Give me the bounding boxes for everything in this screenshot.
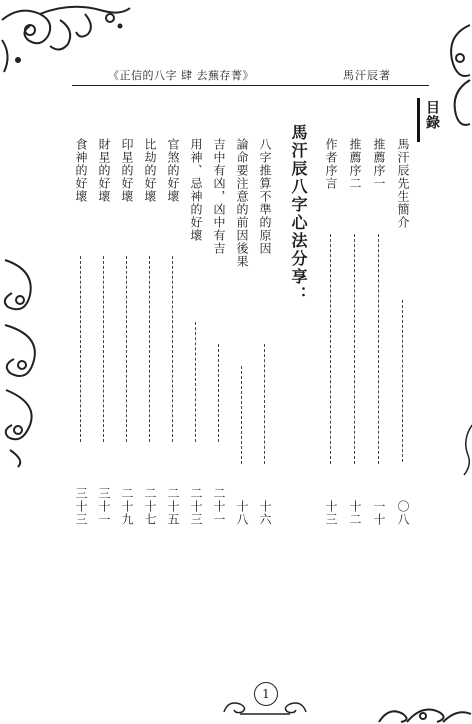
toc-entry-title: 作者序言 <box>324 138 338 190</box>
toc-entry[interactable] <box>70 138 92 526</box>
toc-entry-page: 二十九 <box>120 487 134 526</box>
toc-entry[interactable] <box>254 138 276 526</box>
dotted-leader <box>402 300 403 462</box>
toc-entry-page: 一十 <box>372 500 386 526</box>
toc-entry[interactable] <box>344 138 366 526</box>
dotted-leader <box>103 256 104 442</box>
toc-entry-title: 比劫的好壞 <box>143 138 157 203</box>
scroll-ornament-right-middle <box>460 420 472 480</box>
page-number-badge <box>222 680 308 716</box>
toc-entry[interactable] <box>162 138 184 526</box>
toc-entry[interactable] <box>208 138 230 526</box>
dotted-leader <box>354 234 355 464</box>
toc-entry-page: 十八 <box>235 500 249 526</box>
toc-entry[interactable] <box>392 138 414 526</box>
toc-entry-page: 三十一 <box>97 487 111 526</box>
toc-entry-title: 官煞的好壞 <box>166 138 180 203</box>
toc-entry[interactable] <box>368 138 390 526</box>
toc-entry-page: 三十三 <box>74 487 88 526</box>
toc-entry[interactable] <box>231 138 253 526</box>
toc-entry-title: 吉中有凶，凶中有吉 <box>212 138 226 255</box>
toc-entry-title: 推薦序二 <box>348 138 362 190</box>
scroll-ornament-bottom-right <box>377 702 472 724</box>
toc-entry-page: 十三 <box>324 500 338 526</box>
toc-entry-page: 二十七 <box>143 487 157 526</box>
toc-entry[interactable] <box>93 138 115 526</box>
toc-entry-page: 十六 <box>258 500 272 526</box>
scroll-ornament-left <box>0 255 48 470</box>
header-rule <box>72 85 429 86</box>
toc-entry[interactable] <box>185 138 207 526</box>
dotted-leader <box>195 322 196 442</box>
toc-tab-label: 目錄 <box>417 98 443 142</box>
toc-entry-page: 二十三 <box>189 487 203 526</box>
dotted-leader <box>172 256 173 442</box>
toc-entry-title: 推薦序一 <box>372 138 386 190</box>
toc-entry-page: 〇八 <box>396 500 410 526</box>
toc-entry[interactable] <box>320 138 342 526</box>
dotted-leader <box>264 344 265 464</box>
book-title-header: 《正信的八字 肆 去蕪存菁》 <box>108 69 254 82</box>
toc-entry-title: 財星的好壞 <box>97 138 111 203</box>
section-title: 馬汗辰八字心法分享： <box>289 124 308 304</box>
toc-entry[interactable] <box>139 138 161 526</box>
toc-entry-title: 食神的好壞 <box>74 138 88 203</box>
toc-entry[interactable] <box>116 138 138 526</box>
dotted-leader <box>330 234 331 464</box>
scroll-ornament-right <box>442 20 472 130</box>
dotted-leader <box>149 256 150 442</box>
author-header: 馬汗辰著 <box>343 69 391 82</box>
dotted-leader <box>378 234 379 464</box>
dotted-leader <box>241 366 242 464</box>
dotted-leader <box>80 256 81 442</box>
toc-entry-title: 用神、忌神的好壞 <box>189 138 203 242</box>
toc-entry-title: 論命要注意的前因後果 <box>235 138 249 268</box>
page-number: 1 <box>254 682 278 706</box>
toc-entry-title: 印星的好壞 <box>120 138 134 203</box>
toc-entry-page: 二十五 <box>166 487 180 526</box>
toc-entry-title: 馬汗辰先生簡介 <box>396 138 410 229</box>
dotted-leader <box>126 256 127 442</box>
toc-entry-page: 二十一 <box>212 487 226 526</box>
toc-entry-page: 十二 <box>348 500 362 526</box>
toc-entry-title: 八字推算不準的原因 <box>258 138 272 255</box>
dotted-leader <box>218 344 219 442</box>
